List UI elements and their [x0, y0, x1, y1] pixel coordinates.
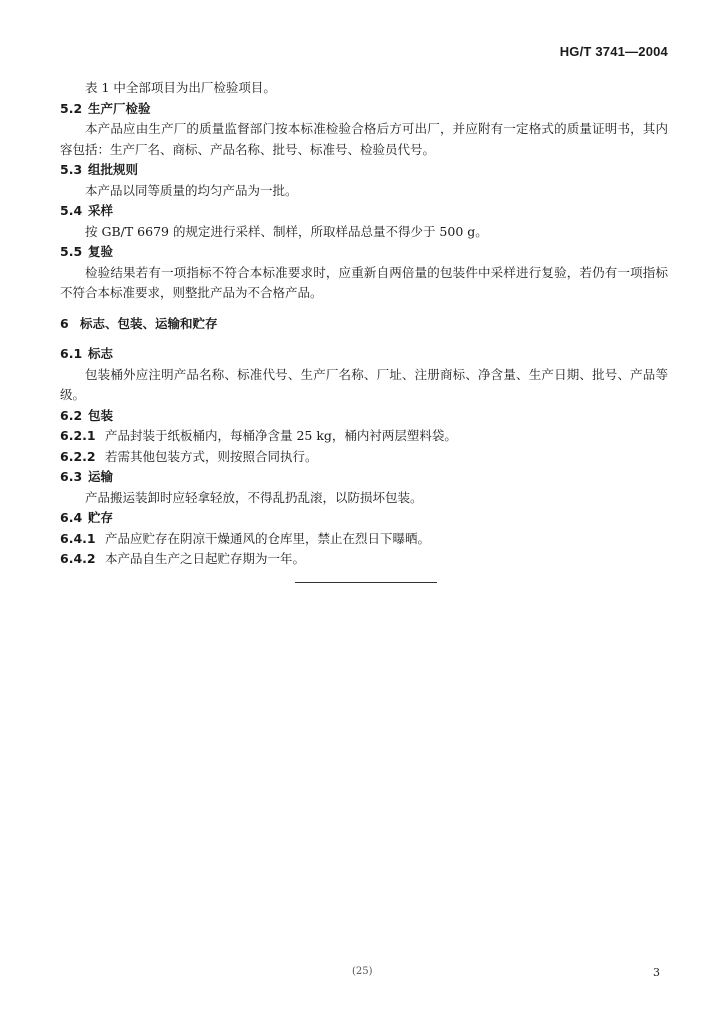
section-title: 生产厂检验 — [88, 100, 151, 116]
section-title: 包装 — [88, 407, 114, 423]
section-title: 组批规则 — [88, 162, 139, 177]
clause-number: 6.4.1 — [60, 530, 96, 546]
clause-text: 产品封装于纸板桶内，每桶净含量 25 kg，桶内衬两层塑料袋。 — [105, 428, 457, 443]
section-5-4-paragraph: 按 GB/T 6679 的规定进行采样、制样，所取样品总量不得少于 500 g。 — [85, 223, 488, 239]
section-6-3-heading — [60, 467, 668, 488]
clause-6-2-1 — [60, 426, 668, 447]
section-5-3-heading — [60, 160, 668, 181]
clause-number: 6.2.2 — [60, 448, 96, 464]
clause-number: 6.2.1 — [60, 428, 96, 443]
section-5-2-paragraph: 本产品应由生产厂的质量监督部门按本标准检验合格后方可出厂，并应附有一定格式的质量证明书，其内容包括：生产厂名、商标、产品名称、批号、标准号、检验员代号。 — [60, 121, 668, 157]
section-6-1-paragraph: 包装桶外应注明产品名称、标准代号、生产厂名称、厂址、注册商标、净含量、生产日期、批号、产品等级。 — [60, 366, 668, 402]
section-6-2-heading — [60, 406, 668, 427]
section-6-4-heading — [60, 508, 668, 529]
section-number: 6.4 — [60, 510, 83, 525]
end-of-document-rule — [295, 582, 437, 583]
section-number: 6.2 — [60, 407, 83, 423]
section-number: 5.5 — [60, 244, 83, 259]
section-5-4-heading — [60, 201, 668, 222]
section-number: 5.4 — [60, 203, 83, 218]
standard-code: HG/T 3741—2004 — [559, 44, 668, 59]
section-title: 运输 — [88, 469, 114, 484]
section-title: 贮存 — [88, 510, 114, 525]
section-5-2-heading — [60, 99, 668, 120]
chapter-title: 标志、包装、运输和贮存 — [80, 315, 218, 331]
document-body — [60, 78, 668, 583]
section-title: 标志 — [88, 346, 114, 361]
section-title: 采样 — [88, 203, 114, 218]
section-number: 6.3 — [60, 469, 83, 484]
clause-6-4-2 — [60, 549, 668, 570]
section-number: 5.2 — [60, 100, 83, 116]
clause-number: 6.4.2 — [60, 551, 96, 566]
clause-6-2-2 — [60, 447, 668, 468]
chapter-number: 6 — [60, 315, 69, 331]
section-5-3-paragraph: 本产品以同等质量的均匀产品为一批。 — [85, 182, 298, 198]
section-number: 5.3 — [60, 162, 83, 177]
section-6-3-paragraph: 产品搬运装卸时应轻拿轻放，不得乱扔乱滚，以防损坏包装。 — [85, 489, 423, 505]
chapter-6-heading — [60, 314, 668, 335]
intro-paragraph: 表 1 中全部项目为出厂检验项目。 — [85, 80, 276, 95]
page-number: 3 — [653, 966, 660, 979]
section-number: 6.1 — [60, 346, 83, 361]
center-page-mark: (25) — [352, 966, 373, 977]
section-5-5-paragraph: 检验结果若有一项指标不符合本标准要求时，应重新自两倍量的包装件中采样进行复验，若仍有一项指标不符合本标准要求，则整批产品为不合格产品。 — [60, 264, 668, 300]
clause-text: 若需其他包装方式，则按照合同执行。 — [105, 448, 318, 464]
section-title: 复验 — [88, 244, 114, 259]
section-5-5-heading — [60, 242, 668, 263]
section-6-1-heading — [60, 344, 668, 365]
clause-text: 产品应贮存在阴凉干燥通风的仓库里，禁止在烈日下曝晒。 — [105, 530, 431, 546]
clause-6-4-1 — [60, 529, 668, 550]
clause-text: 本产品自生产之日起贮存期为一年。 — [105, 551, 306, 566]
